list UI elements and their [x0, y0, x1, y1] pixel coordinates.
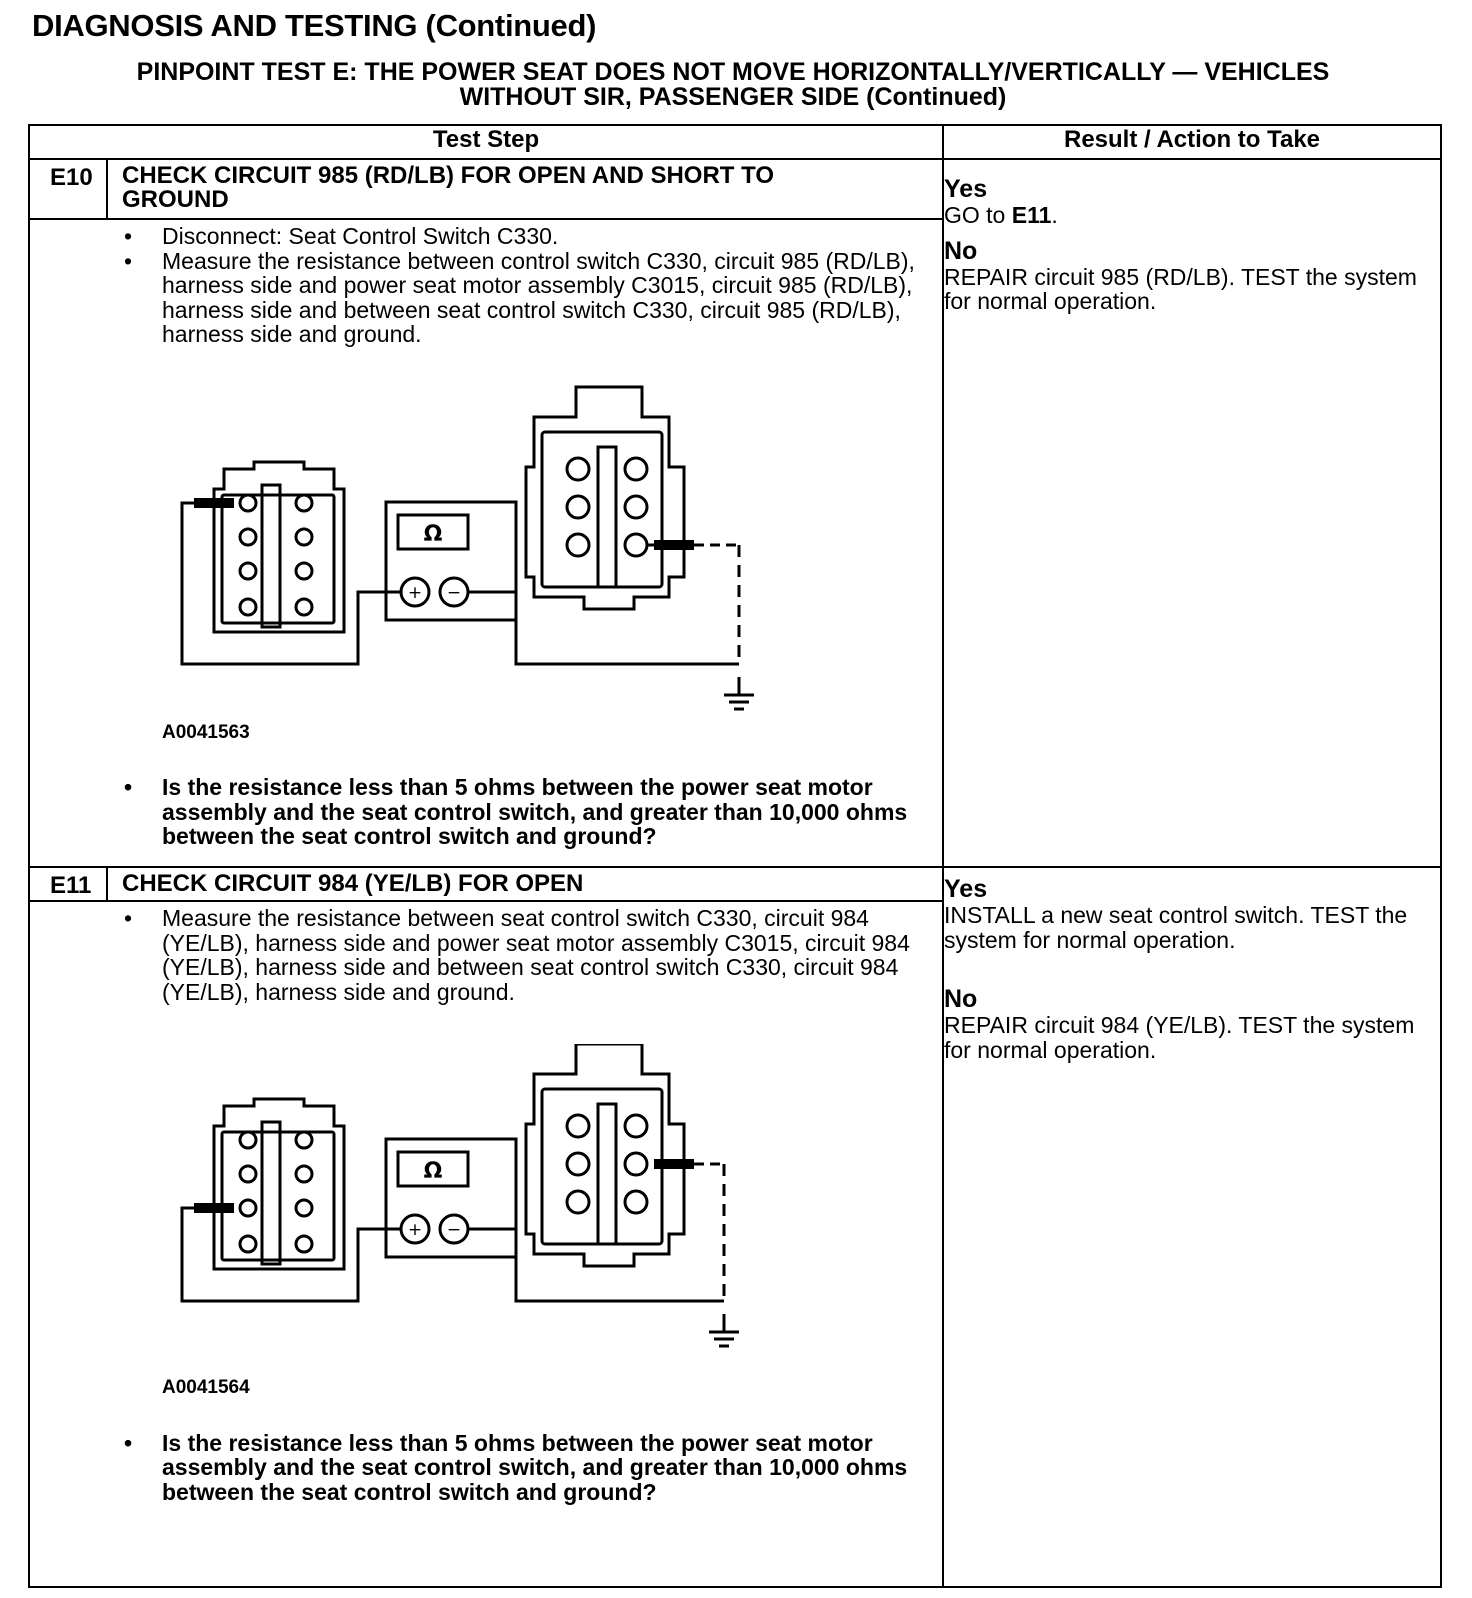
- question-bullet: • Is the resistance less than 5 ohms between the power seat motor assembly and the seat control switch, and greater than 10,000 ohms between the seat control switch and ground?: [124, 1431, 932, 1505]
- no-action: REPAIR circuit 984 (YE/LB). TEST the system for normal operation.: [944, 1012, 1415, 1063]
- yes-label: Yes: [944, 175, 988, 203]
- step-title: [108, 160, 942, 218]
- step-title: CHECK CIRCUIT 984 (YE/LB) FOR OPEN: [122, 870, 584, 897]
- pin: [296, 529, 312, 545]
- pin: [240, 563, 256, 579]
- yes-label: Yes: [944, 875, 988, 903]
- instruction-bullet: • Measure the resistance between seat control switch C330, circuit 984 (YE/LB), harness side and power seat motor assembly C3015, circuit 984 (YE/LB), harness side and between seat control switch C330, circuit 984 (YE/LB), harness side and ground.: [124, 906, 932, 1004]
- step-id: E10: [30, 160, 108, 218]
- step-e11-result: [943, 867, 1441, 1587]
- pin: [296, 563, 312, 579]
- figure-id: A0041564: [162, 1377, 250, 1398]
- yes-action: INSTALL a new seat control switch. TEST the system for normal operation.: [944, 902, 1408, 953]
- resistance-test-diagram: [164, 377, 844, 717]
- no-action: REPAIR circuit 985 (RD/LB). TEST the system for normal operation.: [944, 263, 1417, 314]
- probe-tip: [194, 498, 234, 508]
- pin: [240, 599, 256, 615]
- ohm-symbol: Ω: [423, 521, 443, 547]
- test-title-line1: PINPOINT TEST E: THE POWER SEAT DOES NOT MOVE HORIZONTALLY/VERTICALLY — VEHICLES: [136, 58, 1330, 86]
- ground-symbol: [709, 1314, 739, 1346]
- pin: [296, 495, 312, 511]
- no-label: No: [944, 236, 978, 265]
- step-id: E11: [30, 868, 108, 900]
- no-label: No: [944, 985, 978, 1013]
- step-title-line: GROUND: [122, 186, 229, 213]
- pinpoint-test-title: [28, 60, 1438, 110]
- step-e10-header: [29, 159, 943, 219]
- motor-connector-outline: [526, 1044, 684, 1266]
- test-lead-negative: [468, 592, 739, 664]
- pinpoint-test-table: [28, 124, 1442, 1588]
- yes-end: .: [1051, 202, 1058, 228]
- probe-tip: [194, 1203, 234, 1213]
- instruction-bullet: • Measure the resistance between control switch C330, circuit 985 (RD/LB), harness side and power seat motor assembly C3015, circuit 985 (RD/LB), harness side and between seat control switch C330, circuit 985 (RD/LB), harness side and ground.: [124, 249, 932, 347]
- step-e10-body: [29, 219, 943, 867]
- yes-text: GO to: [944, 202, 1012, 228]
- instruction-bullet: • Disconnect: Seat Control Switch C330.: [124, 224, 932, 249]
- probe-tip: [654, 1159, 694, 1169]
- figure-id: A0041563: [162, 721, 250, 743]
- pin: [296, 599, 312, 615]
- pin: [240, 529, 256, 545]
- step-e10-result: [943, 159, 1441, 867]
- minus-sign: −: [446, 582, 462, 603]
- resistance-test-diagram: [164, 1044, 844, 1374]
- plus-sign: +: [407, 582, 423, 603]
- step-e11-header: [29, 867, 943, 901]
- column-header-result: Result / Action to Take: [943, 125, 1441, 159]
- plus-sign: +: [407, 1220, 423, 1240]
- probe-tip: [654, 540, 694, 550]
- step-title-line: CHECK CIRCUIT 985 (RD/LB) FOR OPEN AND SHORT TO: [122, 162, 775, 189]
- ground-symbol: [724, 677, 754, 709]
- minus-sign: −: [446, 1220, 462, 1240]
- page-heading: DIAGNOSIS AND TESTING (Continued): [32, 8, 597, 43]
- column-header-test-step: Test Step: [29, 125, 943, 159]
- pin: [240, 495, 256, 511]
- goto-step-link: E11: [1011, 202, 1052, 228]
- ohm-symbol: Ω: [423, 1159, 443, 1184]
- yes-action: [944, 203, 1440, 228]
- question-bullet: • Is the resistance less than 5 ohms between the power seat motor assembly and the seat control switch, and greater than 10,000 ohms between the seat control switch and ground?: [124, 775, 932, 849]
- step-e11-body: [29, 901, 943, 1587]
- test-title-line2: WITHOUT SIR, PASSENGER SIDE (Continued): [459, 83, 1007, 111]
- motor-connector-outline: [526, 387, 684, 609]
